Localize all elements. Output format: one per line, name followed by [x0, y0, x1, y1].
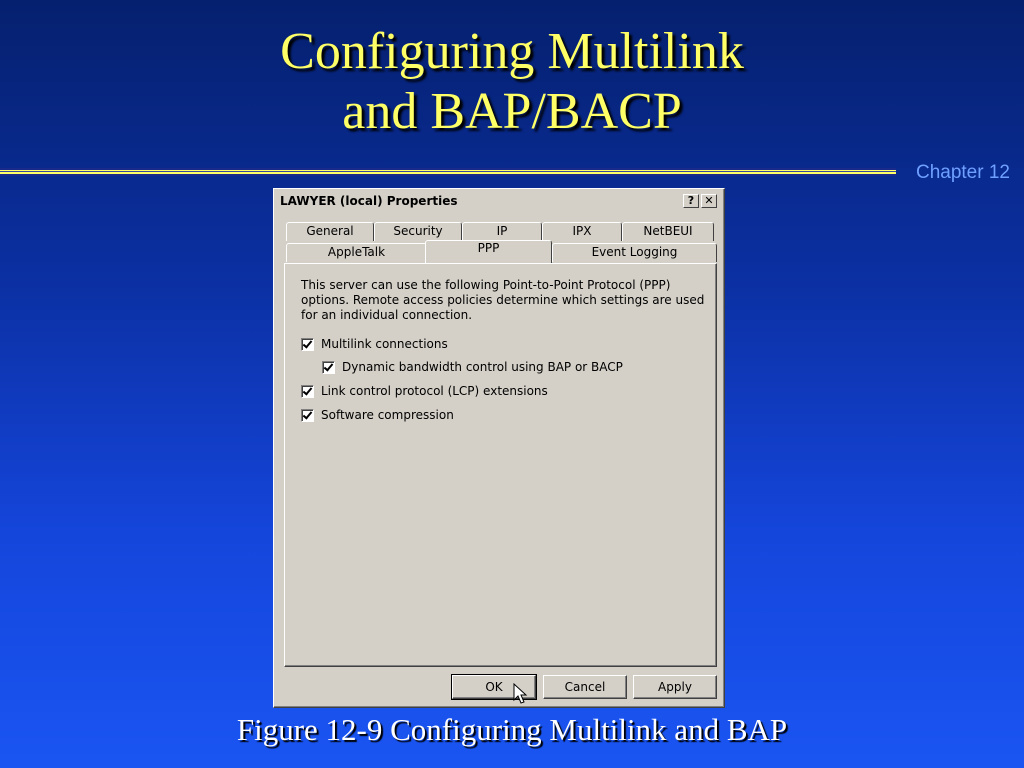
help-button[interactable]: ?	[683, 194, 699, 208]
multilink-checkbox[interactable]	[301, 338, 314, 351]
multilink-option[interactable]	[301, 336, 448, 352]
bap-label: Dynamic bandwidth control using BAP or BACP	[342, 360, 623, 374]
apply-button[interactable]: Apply	[633, 675, 717, 699]
figure-caption: Figure 12-9 Configuring Multilink and BAP	[236, 712, 788, 747]
tab-appletalk[interactable]: AppleTalk	[286, 243, 427, 262]
tab-netbeui[interactable]: NetBEUI	[622, 222, 714, 241]
compression-checkbox[interactable]	[301, 409, 314, 422]
tab-ipx[interactable]: IPX	[542, 222, 622, 241]
ppp-tab-panel	[284, 263, 717, 667]
lcp-checkbox[interactable]	[301, 385, 314, 398]
ok-button[interactable]: OK	[452, 675, 536, 699]
dialog-title: LAWYER (local) Properties	[280, 194, 458, 208]
properties-dialog	[273, 188, 725, 708]
bap-checkbox[interactable]	[322, 361, 335, 374]
lcp-option[interactable]	[301, 383, 548, 399]
chapter-label: Chapter 12	[915, 162, 1010, 183]
tab-ppp[interactable]: PPP	[425, 240, 552, 263]
dialog-titlebar[interactable]	[277, 192, 721, 211]
slide-title-line2: and BAP/BACP	[342, 83, 682, 140]
tab-general[interactable]: General	[286, 222, 374, 241]
compression-label: Software compression	[321, 408, 454, 422]
tab-event-logging[interactable]: Event Logging	[552, 243, 717, 262]
ppp-description: This server can use the following Point-to-Point Protocol (PPP) options. Remote access policies determine which settings are used for an individual connection.	[301, 278, 705, 322]
multilink-label: Multilink connections	[321, 337, 448, 351]
bap-option[interactable]	[322, 359, 623, 375]
slide-title	[0, 22, 1024, 142]
lcp-label: Link control protocol (LCP) extensions	[321, 384, 548, 398]
slide-title-line1: Configuring Multilink	[280, 23, 744, 80]
title-divider	[0, 168, 896, 176]
tab-security[interactable]: Security	[374, 222, 462, 241]
cancel-button[interactable]: Cancel	[543, 675, 627, 699]
mouse-pointer-icon	[513, 683, 529, 705]
close-button[interactable]: ✕	[701, 194, 717, 208]
compression-option[interactable]	[301, 407, 454, 423]
tab-ip[interactable]: IP	[462, 222, 542, 241]
